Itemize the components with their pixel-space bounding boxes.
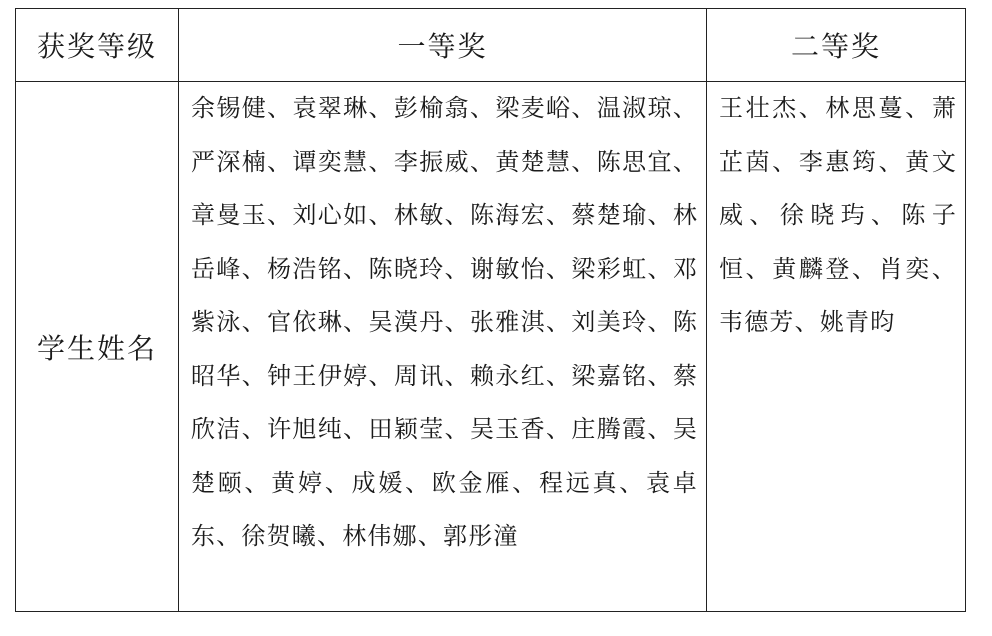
first-prize-name: 黄楚慧 (495, 147, 572, 176)
first-prize-name: 许旭纯 (267, 415, 344, 443)
first-prize-name: 吴楚颐 (191, 415, 699, 497)
first-prize-name: 陈海宏 (469, 201, 547, 229)
first-prize-name: 蔡欣洁 (191, 361, 699, 443)
first-prize-name: 吴玉香 (469, 415, 547, 443)
header-first-prize: 一等奖 (179, 9, 707, 82)
names-row (16, 82, 966, 612)
second-prize-name: 黄文威 (719, 147, 958, 229)
first-prize-name: 杨浩铭 (267, 254, 344, 283)
header-award-level: 获奖等级 (16, 9, 179, 82)
second-prize-names-cell (707, 82, 966, 612)
first-prize-name: 陈昭华 (191, 308, 699, 390)
first-prize-name: 邓紫泳 (191, 254, 699, 336)
second-prize-name: 姚青昀 (819, 308, 896, 336)
first-prize-name: 陈思宜 (596, 147, 673, 176)
row-label-student-names: 学生姓名 (16, 82, 179, 612)
first-prize-name: 彭榆翕 (393, 94, 470, 122)
second-prize-name: 肖奕 (878, 254, 932, 283)
first-prize-name: 官依琳 (267, 308, 344, 336)
first-prize-name: 陈晓玲 (368, 254, 445, 283)
second-prize-name: 王壮杰 (719, 94, 799, 122)
first-prize-name: 温淑琼 (596, 94, 673, 122)
first-prize-name: 欧金雁 (431, 468, 513, 497)
second-prize-name: 徐晓玙 (779, 201, 872, 229)
first-prize-name: 徐贺曦 (241, 522, 318, 550)
first-prize-names-cell (179, 82, 707, 612)
first-prize-name: 田颖莹 (368, 415, 445, 443)
second-prize-name: 林思蔓 (825, 94, 906, 122)
second-prize-name: 陈子恒 (719, 201, 958, 283)
first-prize-name: 谭奕慧 (292, 147, 369, 176)
header-row (16, 9, 966, 82)
first-prize-name: 严深楠 (191, 147, 268, 176)
first-prize-name: 蔡楚瑜 (571, 201, 648, 229)
first-prize-name: 庄腾霞 (571, 415, 648, 443)
first-prize-name: 黄婷 (271, 468, 325, 497)
first-prize-name: 林岳峰 (191, 201, 699, 283)
first-prize-name: 林敏 (393, 201, 445, 229)
first-prize-name: 林伟娜 (342, 522, 418, 550)
first-prize-name: 袁卓东 (191, 468, 698, 550)
first-prize-name-list: 余锡健、袁翠琳、彭榆翕、梁麦峪、温淑琼、严深楠、谭奕慧、李振威、黄楚慧、陈思宜、章曼玉、刘心如、林敏、陈海宏、蔡楚瑜、林岳峰、杨浩铭、陈晓玲、谢敏怡、梁彩虹、邓紫泳、官依琳、吴漠丹、张雅淇、刘美玲、陈昭华、钟王伊婷、周讯、赖永红、梁嘉铭、蔡欣洁、许旭纯、田颖莹、吴玉香、庄腾霞、吴楚颐、黄婷、成媛、欧金雁、程远真、袁卓东、徐贺曦、林伟娜、郭彤潼 (191, 94, 699, 550)
second-prize-name: 李惠筠 (798, 147, 879, 176)
first-prize-name: 赖永红 (469, 361, 547, 390)
second-prize-name: 黄麟登 (772, 254, 853, 283)
award-table (15, 8, 966, 612)
first-prize-name: 梁嘉铭 (571, 361, 648, 390)
first-prize-name: 钟王伊婷 (267, 361, 369, 390)
second-prize-name: 韦德芳 (719, 308, 795, 336)
first-prize-name: 郭彤潼 (443, 522, 519, 550)
second-prize-name: 萧芷茵 (719, 94, 958, 176)
first-prize-name: 袁翠琳 (292, 94, 369, 122)
first-prize-name: 李振威 (393, 147, 470, 176)
header-second-prize: 二等奖 (707, 9, 966, 82)
first-prize-name: 刘美玲 (571, 308, 648, 336)
first-prize-name: 张雅淇 (469, 308, 547, 336)
first-prize-name: 梁麦峪 (495, 94, 572, 122)
first-prize-name: 刘心如 (292, 201, 369, 229)
first-prize-name: 梁彩虹 (571, 254, 648, 283)
first-prize-name: 余锡健 (191, 94, 268, 122)
first-prize-name: 章曼玉 (191, 201, 268, 229)
first-prize-name: 成媛 (351, 468, 406, 497)
first-prize-name: 程远真 (538, 468, 620, 497)
first-prize-name: 吴漠丹 (368, 308, 445, 336)
second-prize-name-list: 王壮杰、林思蔓、萧芷茵、李惠筠、黄文威、徐晓玙、陈子恒、黄麟登、肖奕、韦德芳、姚青昀 (719, 94, 958, 336)
first-prize-name: 周讯 (393, 361, 445, 390)
first-prize-name: 谢敏怡 (469, 254, 547, 283)
